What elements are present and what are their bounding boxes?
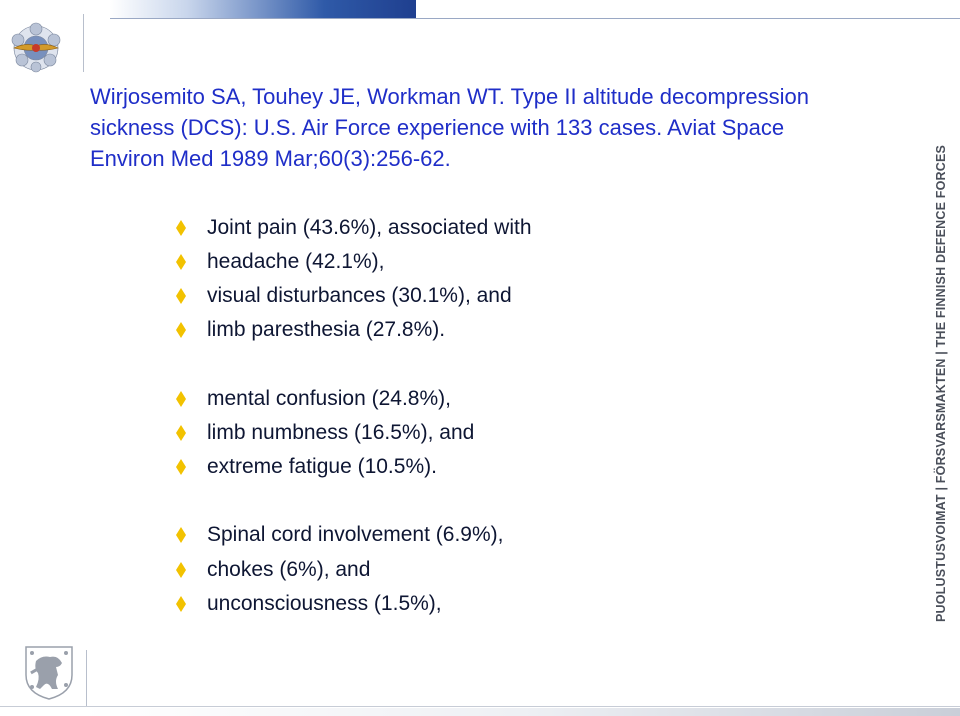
bullet-text: chokes (6%), and <box>207 558 371 581</box>
diamond-bullet-icon <box>176 459 186 475</box>
bullet-text: Spinal cord involvement (6.9%), <box>207 523 504 546</box>
reference-citation <box>90 81 910 174</box>
bullet-text: Joint pain (43.6%), associated with <box>207 216 532 239</box>
header-rule <box>110 18 960 19</box>
reference-line-2: sickness (DCS): U.S. Air Force experience with 133 cases. Aviat Space <box>90 115 785 140</box>
bullet-text: unconsciousness (1.5%), <box>207 592 442 615</box>
diamond-bullet-icon <box>176 527 186 543</box>
diamond-bullet-icon <box>176 288 186 304</box>
diamond-bullet-icon <box>176 254 186 270</box>
header-gradient-bar <box>110 0 416 18</box>
footer-rule <box>0 706 960 707</box>
footer-logo-divider <box>86 650 87 706</box>
bullet-text: limb numbness (16.5%), and <box>207 421 475 444</box>
diamond-bullet-icon <box>176 220 186 236</box>
air-force-emblem-icon <box>8 22 64 74</box>
defence-forces-vertical-label: PUOLUSTUSVOIMAT | FÖRSVARSMAKTEN | THE FINNISH DEFENCE FORCES <box>934 144 948 622</box>
diamond-bullet-icon <box>176 562 186 578</box>
diamond-bullet-icon <box>176 596 186 612</box>
bullet-text: limb paresthesia (27.8%). <box>207 318 446 341</box>
bullet-text: visual disturbances (30.1%), and <box>207 284 512 307</box>
reference-line-1: Wirjosemito SA, Touhey JE, Workman WT. Type II altitude decompression <box>90 84 809 109</box>
finnish-lion-crest-icon <box>24 645 74 701</box>
diamond-bullet-icon <box>176 391 186 407</box>
bullet-text: headache (42.1%), <box>207 250 385 273</box>
bullet-text: mental confusion (24.8%), <box>207 387 451 410</box>
diamond-bullet-icon <box>176 425 186 441</box>
diamond-bullet-icon <box>176 322 186 338</box>
reference-line-3: Environ Med 1989 Mar;60(3):256-62. <box>90 146 451 171</box>
logo-divider <box>83 14 84 72</box>
footer-gradient-bar <box>82 708 960 716</box>
bullet-text: extreme fatigue (10.5%). <box>207 455 437 478</box>
